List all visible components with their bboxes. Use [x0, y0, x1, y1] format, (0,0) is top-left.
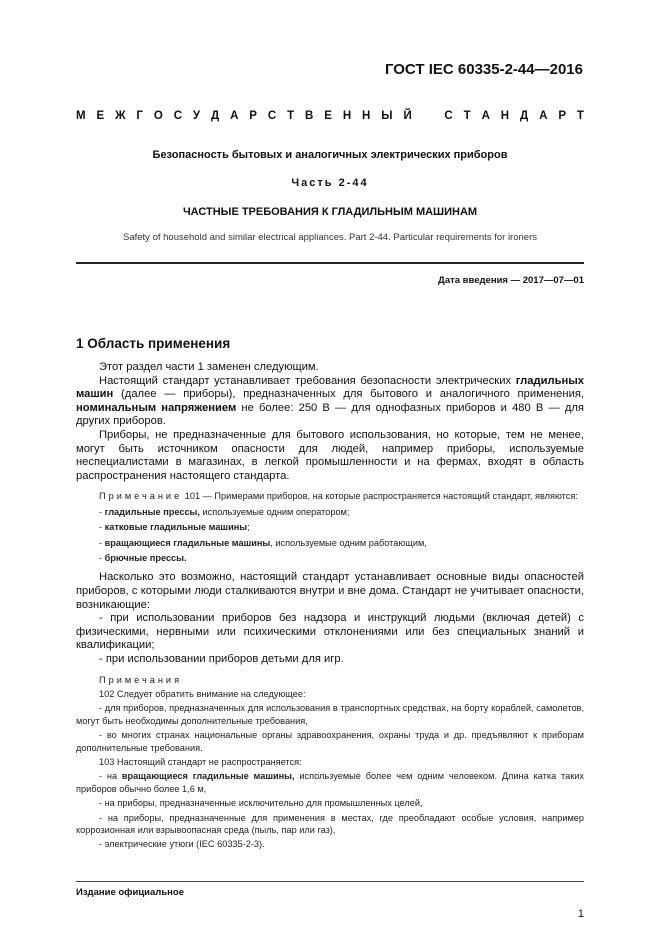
- heading-letter: А: [230, 110, 239, 122]
- heading-letter: Й: [403, 110, 412, 122]
- list-item: - на вращающиеся гладильные машины, используемые более чем одним человеком. Длина катка таких приборов обычно более 1,6 м,: [76, 771, 584, 794]
- heading-letter: Д: [210, 110, 220, 122]
- list-item: - на приборы, предназначенные исключительно для промышленных целей,: [99, 798, 423, 809]
- paragraph: Настоящий стандарт устанавливает требования безопасности электрических гладильных машин (далее — приборы), предназначенных для бытового и аналогичного применения, номинальным напряжением не более: 250 В — для однофазных приборов и 480 В — для других приборов.: [76, 374, 584, 428]
- heading-letter: Е: [96, 110, 105, 122]
- heading-letter: В: [305, 110, 314, 122]
- footer-divider: [76, 881, 584, 882]
- document-subtitle: ЧАСТНЫЕ ТРЕБОВАНИЯ К ГЛАДИЛЬНЫМ МАШИНАМ: [182, 206, 478, 218]
- heading-letter: М: [76, 110, 86, 122]
- heading-letter: Е: [324, 110, 332, 122]
- list-item: - электрические утюги (IEC 60335-2-3).: [99, 839, 265, 850]
- list-item: - на приборы, предназначенные для применения в местах, где преобладают особые условия, например коррозионная или взрывоопасная среда (пыль, пар или газ),: [76, 812, 584, 835]
- paragraph: Приборы, не предназначенные для бытового использования, но которые, тем не менее, могут быть источником опасности для людей, например приборы, используемые неспециалистами в магазинах, в легкой промышленности и на фермах, входят в область распространения настоящего стандарта.: [76, 428, 584, 482]
- document-title: Безопасность бытовых и аналогичных электрических приборов: [152, 149, 508, 161]
- list-item: - при использовании приборов детьми для игр.: [99, 652, 344, 665]
- heading-letter: Д: [520, 110, 529, 122]
- heading-letter: Т: [576, 110, 584, 122]
- page-number: 1: [577, 907, 584, 920]
- heading-letter: Т: [287, 110, 295, 122]
- list-item: - катковые гладильные машины;: [99, 522, 250, 533]
- paragraph: Насколько это возможно, настоящий стандарт устанавливает основные виды опасностей приборов, с которыми люди сталкиваются внутри и вне дома. Стандарт не учитывает опасности, возникающие:: [76, 571, 584, 611]
- heading-letter: Н: [500, 110, 510, 122]
- heading-letter: Р: [558, 110, 567, 122]
- note-101: Примечание 101 — Примерами приборов, на которые распространяется настоящий стандарт, являются:: [99, 491, 578, 502]
- heading-letter: Ы: [381, 110, 393, 122]
- heading-letter: С: [173, 110, 182, 122]
- section-body: [76, 361, 584, 851]
- paragraph: Этот раздел части 1 заменен следующим.: [99, 361, 319, 373]
- english-title: Safety of household and similar electrical appliances. Part 2-44. Particular requirements for ironers: [123, 232, 537, 243]
- list-item: - брючные прессы.: [99, 552, 187, 563]
- heading-letter: Р: [249, 110, 257, 122]
- heading-letter: Н: [362, 110, 371, 122]
- list-item: - вращающиеся гладильные машины, используемые одним работающим,: [99, 537, 427, 548]
- notes-label: Примечания: [99, 674, 183, 685]
- effective-date: Дата введения — 2017—07—01: [438, 275, 584, 286]
- heading-letter: С: [267, 110, 277, 122]
- list-item: - при использовании приборов без надзора и инструкций людьми (включая детей) с физическими, нервными или психическими отклонениями или без специальных знаний и квалификации;: [76, 612, 584, 652]
- list-item: - для приборов, предназначенных для использования в транспортных средствах, на борту кораблей, самолетов, могут быть необходимы дополнительные требования,: [76, 703, 584, 726]
- list-item: - гладильные прессы, используемые одним оператором;: [99, 506, 350, 517]
- heading-letter: У: [192, 110, 201, 122]
- section-heading: 1 Область применения: [76, 336, 231, 351]
- heading-letter: Г: [136, 110, 143, 122]
- heading-letter: Т: [463, 110, 471, 122]
- heading-letter: А: [481, 110, 490, 122]
- edition-label: Издание официальное: [76, 886, 184, 898]
- heading-letter: Н: [342, 110, 352, 122]
- list-item: - во многих странах национальные органы здравоохранения, охраны труда и др. предъявляют к приборам дополнительные требования.: [76, 730, 584, 753]
- part-number: Часть 2-44: [291, 177, 369, 189]
- heading-letter: С: [444, 110, 453, 122]
- note-103: 103 Настоящий стандарт не распространяется:: [99, 756, 302, 767]
- heading-letter: А: [539, 110, 548, 122]
- heading-letter: О: [153, 110, 163, 122]
- standard-designation: ГОСТ IEC 60335-2-44—2016: [384, 61, 583, 78]
- heading-letter: Ж: [115, 110, 126, 122]
- note-102: 102 Следует обратить внимание на следующее:: [99, 688, 306, 699]
